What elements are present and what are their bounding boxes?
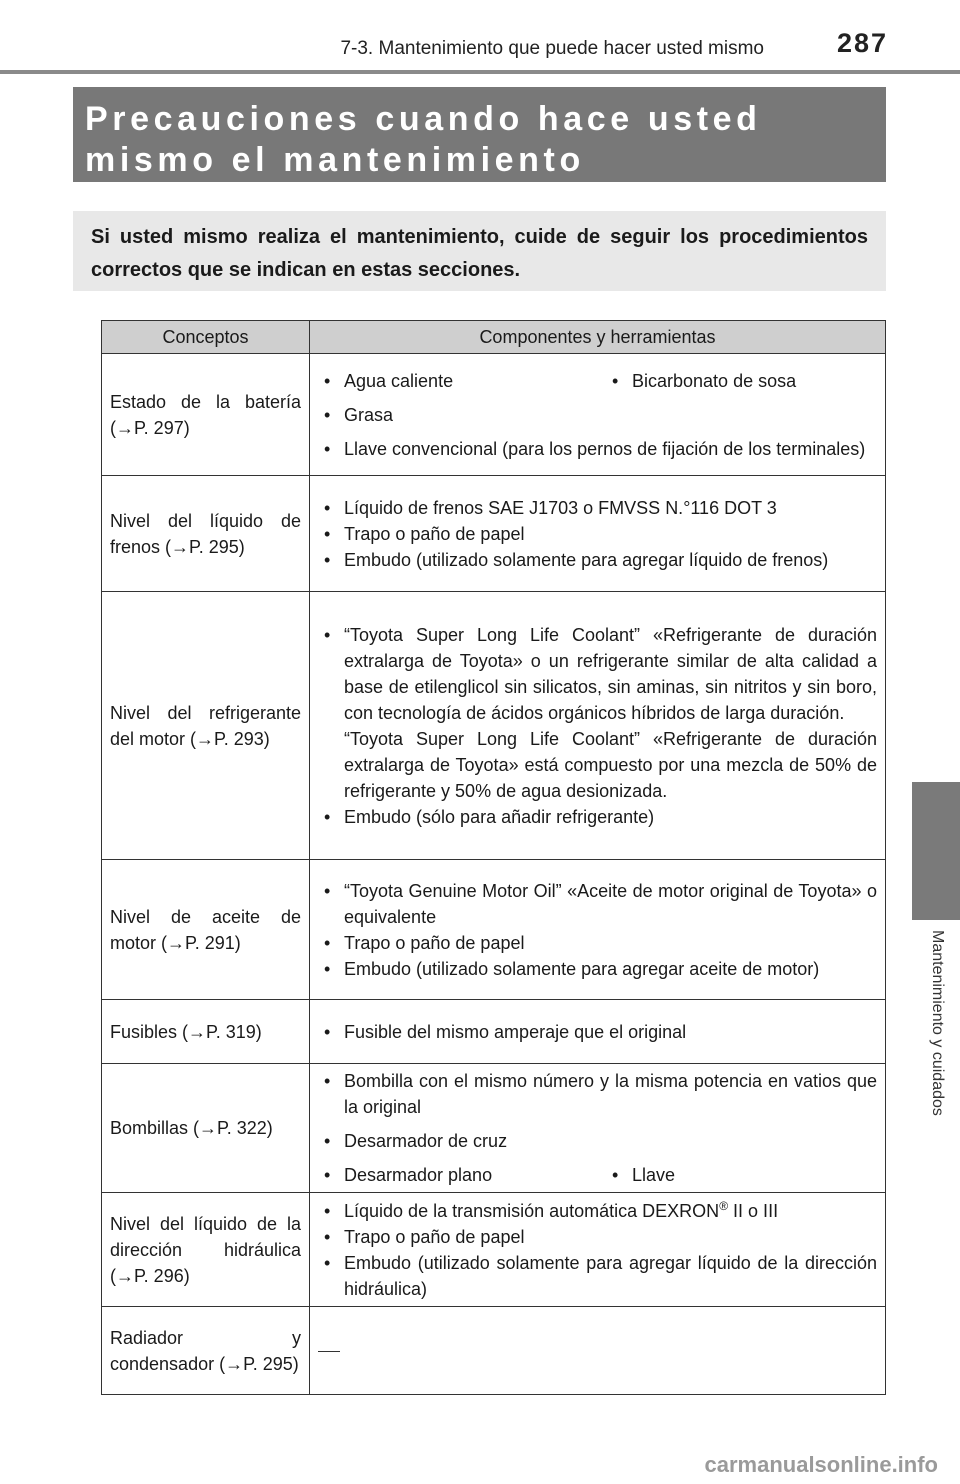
table-row bbox=[102, 1064, 886, 1193]
table-row bbox=[102, 1307, 886, 1395]
components-cell bbox=[310, 354, 886, 476]
table-row bbox=[102, 592, 886, 860]
list-item: • Llave convencional (para los pernos de fijación de los terminales) bbox=[318, 436, 877, 462]
list-item: • Embudo (utilizado solamente para agregar aceite de motor) bbox=[318, 956, 877, 982]
coolant-description: “Toyota Super Long Life Coolant” «Refrigerante de duración extralarga de Toyota» o un refrigerante similar de alta calidad a base de etilenglicol sin silicatos, sin aminas, sin nitritos y sin boro, con tecnología de ácidos orgánicos híbridos de larga duración. bbox=[344, 624, 877, 723]
components-cell bbox=[310, 860, 886, 1000]
chapter-label: Mantenimiento y cuidados bbox=[929, 930, 946, 1116]
page-number: 287 bbox=[836, 28, 888, 58]
table-row bbox=[102, 1193, 886, 1307]
intro-box bbox=[73, 211, 886, 291]
table-row bbox=[102, 354, 886, 476]
item-pair bbox=[318, 1162, 877, 1188]
components-cell bbox=[310, 1064, 886, 1193]
title-banner bbox=[73, 87, 886, 182]
fluid-grade: II o III bbox=[733, 1200, 779, 1221]
components-cell-empty bbox=[310, 1307, 886, 1395]
concept-cell: Nivel del refrigerante del motor (→P. 293) bbox=[102, 592, 310, 860]
coolant-mix-note: “Toyota Super Long Life Coolant” «Refrigerante de duración extralarga de Toyota» está compuesto por una mezcla de 50% de refrigerante y 50% de agua desionizada. bbox=[344, 728, 877, 801]
table-header-row bbox=[102, 321, 886, 354]
page-header bbox=[0, 0, 960, 76]
watermark: carmanualsonline.info bbox=[704, 1452, 938, 1477]
chapter-tab[interactable] bbox=[912, 782, 960, 920]
list-item: • Grasa bbox=[318, 402, 877, 428]
chapter-label-wrap bbox=[914, 930, 958, 1170]
list-item: • Embudo (sólo para añadir refrigerante) bbox=[318, 804, 877, 830]
components-cell bbox=[310, 592, 886, 860]
item-pair bbox=[318, 368, 877, 394]
column-header-concepts: Conceptos bbox=[102, 321, 310, 354]
list-item: • Desarmador de cruz bbox=[318, 1128, 877, 1154]
concept-cell: Radiador y condensador (→P. 295) bbox=[102, 1307, 310, 1395]
chapter-number: 7 bbox=[20, 862, 28, 878]
list-item: • Líquido de frenos SAE J1703 o FMVSS N.°116 DOT 3 bbox=[318, 495, 877, 521]
components-cell bbox=[310, 1000, 886, 1064]
table-row bbox=[102, 860, 886, 1000]
list-item: • Trapo o paño de papel bbox=[318, 1224, 877, 1250]
list-item: • Agua caliente bbox=[318, 368, 606, 394]
list-item bbox=[318, 1198, 877, 1224]
table-row bbox=[102, 1000, 886, 1064]
concept-cell: Bombillas (→P. 322) bbox=[102, 1064, 310, 1193]
column-header-components: Componentes y herramientas bbox=[310, 321, 886, 354]
list-item: • “Toyota Genuine Motor Oil” «Aceite de motor original de Toyota» o equivalente bbox=[318, 878, 877, 930]
list-item: • Bicarbonato de sosa bbox=[606, 368, 796, 394]
page-title: Precauciones cuando hace usted mismo el mantenimiento bbox=[85, 100, 762, 179]
dash-mark bbox=[318, 1351, 340, 1352]
list-item: • Trapo o paño de papel bbox=[318, 521, 877, 547]
list-item: • Desarmador plano bbox=[318, 1162, 606, 1188]
concept-cell: Nivel del líquido de frenos (→P. 295) bbox=[102, 476, 310, 592]
list-item: • Bombilla con el mismo número y la misma potencia en vatios que la original bbox=[318, 1068, 877, 1120]
concept-cell: Nivel de aceite de motor (→P. 291) bbox=[102, 860, 310, 1000]
registered-mark: ® bbox=[719, 1198, 729, 1213]
list-item bbox=[318, 622, 877, 804]
concept-cell: Estado de la batería (→P. 297) bbox=[102, 354, 310, 476]
components-cell bbox=[310, 476, 886, 592]
concept-cell: Nivel del líquido de la dirección hidráulica (→P. 296) bbox=[102, 1193, 310, 1307]
intro-text: Si usted mismo realiza el mantenimiento, cuide de seguir los procedimientos correctos que se indican en estas secciones. bbox=[91, 226, 868, 281]
components-cell bbox=[310, 1193, 886, 1307]
list-item: • Embudo (utilizado solamente para agregar líquido de frenos) bbox=[318, 547, 877, 573]
table-row bbox=[102, 476, 886, 592]
list-item: • Trapo o paño de papel bbox=[318, 930, 877, 956]
list-item: • Llave bbox=[606, 1162, 675, 1188]
fluid-spec: Líquido de la transmisión automática DEXRON bbox=[344, 1200, 720, 1221]
list-item: • Embudo (utilizado solamente para agregar líquido de la dirección hidráulica) bbox=[318, 1250, 877, 1302]
concept-cell: Fusibles (→P. 319) bbox=[102, 1000, 310, 1064]
maintenance-table bbox=[101, 320, 886, 1395]
list-item: • Fusible del mismo amperaje que el original bbox=[318, 1019, 877, 1045]
header-rule bbox=[0, 70, 960, 74]
section-title: 7-3. Mantenimiento que puede hacer usted mismo bbox=[340, 38, 764, 59]
